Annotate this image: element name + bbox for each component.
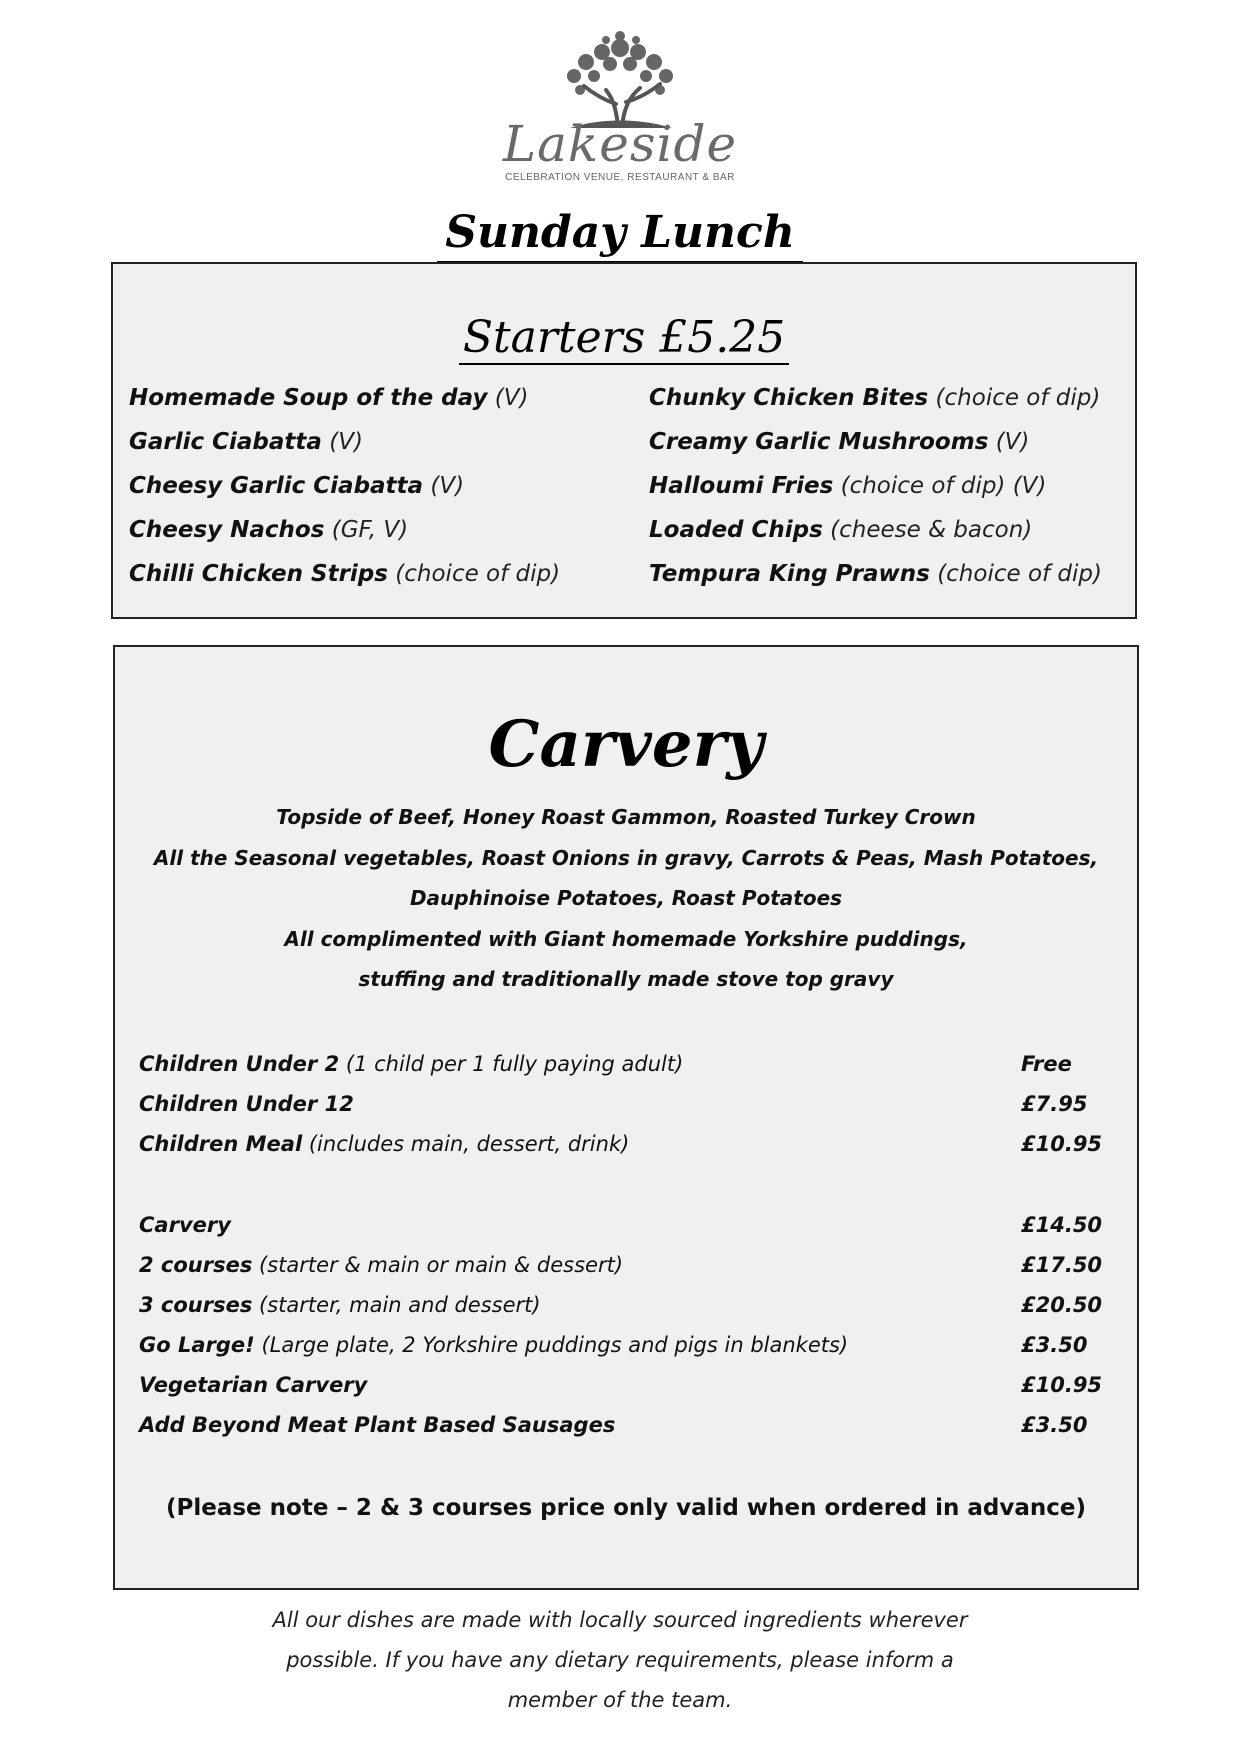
starter-note: (V) (430, 473, 465, 499)
price-row (139, 1285, 1119, 1325)
starter-item (129, 464, 649, 508)
starter-note: (choice of dip) (937, 561, 1102, 587)
price-item-note: (starter, main and dessert) (259, 1293, 541, 1317)
price-row (139, 1245, 1119, 1285)
price-row (139, 1365, 1119, 1405)
logo-name: Lakeside (502, 115, 738, 173)
price-value: £17.50 (1021, 1253, 1103, 1277)
price-item-name: Go Large! (139, 1333, 255, 1357)
starter-note: (GF, V) (331, 517, 409, 543)
starter-name: Homemade Soup of the day (129, 385, 488, 411)
header (0, 30, 1240, 263)
price-item-name: Vegetarian Carvery (139, 1373, 368, 1397)
starter-name: Halloumi Fries (649, 473, 834, 499)
carvery-section (113, 645, 1139, 1590)
price-item-name: Carvery (139, 1213, 231, 1237)
price-item-name: Add Beyond Meat Plant Based Sausages (139, 1413, 616, 1437)
price-list (139, 1044, 1119, 1445)
price-item-note: (1 child per 1 fully paying adult) (345, 1052, 684, 1076)
price-value: £3.50 (1021, 1333, 1088, 1357)
price-row (139, 1044, 1119, 1084)
price-value: £20.50 (1021, 1293, 1103, 1317)
price-value: £3.50 (1021, 1413, 1088, 1437)
page-title: Sunday Lunch (437, 208, 803, 263)
price-item-note: (Large plate, 2 Yorkshire puddings and pigs in blankets) (261, 1333, 849, 1357)
starter-name: Creamy Garlic Mushrooms (649, 429, 989, 455)
starter-item (649, 508, 1119, 552)
price-item-name: Children Under 12 (139, 1092, 354, 1116)
advance-order-note: (Please note – 2 & 3 courses price only valid when ordered in advance) (165, 1495, 1087, 1521)
logo (500, 30, 740, 190)
price-row (139, 1325, 1119, 1365)
footer-line: All our dishes are made with locally sourced ingredients wherever (272, 1608, 968, 1632)
price-item-note: (includes main, dessert, drink) (308, 1132, 630, 1156)
price-item-name: Children Meal (139, 1132, 303, 1156)
price-value: Free (1021, 1052, 1072, 1076)
starter-item (649, 552, 1119, 596)
footer-line: possible. If you have any dietary requirements, please inform a (286, 1648, 954, 1672)
footer-line: member of the team. (507, 1688, 733, 1712)
starter-name: Cheesy Garlic Ciabatta (129, 473, 424, 499)
starter-note: (V) (494, 385, 529, 411)
starter-note: (cheese & bacon) (830, 517, 1033, 543)
starter-item (129, 552, 649, 596)
price-item-name: 3 courses (139, 1293, 253, 1317)
starter-name: Cheesy Nachos (129, 517, 325, 543)
price-value: £10.95 (1021, 1373, 1103, 1397)
description-line: Dauphinoise Potatoes, Roast Potatoes (409, 886, 843, 910)
starter-name: Chunky Chicken Bites (649, 385, 929, 411)
starter-name: Loaded Chips (649, 517, 823, 543)
price-item-name: 2 courses (139, 1253, 253, 1277)
description-line: All complimented with Giant homemade Yorkshire puddings, (284, 926, 968, 951)
price-row (139, 1084, 1119, 1124)
starter-item (649, 376, 1119, 420)
description-line: stuffing and traditionally made stove top gravy (358, 967, 894, 991)
starter-item (649, 420, 1119, 464)
starter-note: (V) (995, 429, 1030, 455)
starter-item (129, 508, 649, 552)
starter-note: (choice of dip) (935, 385, 1101, 411)
starters-title (113, 312, 1135, 363)
starters-list (129, 376, 1119, 596)
starters-title-text: Starters £5.25 (459, 312, 789, 365)
starter-item (649, 464, 1119, 508)
price-item-note: (starter & main or main & dessert) (259, 1253, 624, 1277)
price-row (139, 1405, 1119, 1445)
description-line: All the Seasonal vegetables, Roast Onions in gravy, Carrots & Peas, Mash Potatoes, (153, 845, 1099, 870)
price-row (139, 1205, 1119, 1245)
price-item-name: Children Under 2 (139, 1052, 340, 1076)
logo-tagline: CELEBRATION VENUE, RESTAURANT & BAR (505, 172, 735, 183)
description-line: Topside of Beef, Honey Roast Gammon, Roasted Turkey Crown (276, 805, 976, 829)
price-row (139, 1124, 1119, 1164)
price-value: £7.95 (1021, 1092, 1088, 1116)
starters-section (111, 262, 1137, 619)
starter-note: (V) (329, 429, 363, 455)
footer-note (170, 1600, 1070, 1720)
starter-note: (choice of dip) (V) (840, 473, 1047, 499)
starter-note: (choice of dip) (395, 561, 561, 587)
price-value: £14.50 (1021, 1213, 1103, 1237)
starter-name: Tempura King Prawns (649, 561, 930, 587)
carvery-description (115, 797, 1137, 1000)
starter-item (129, 420, 649, 464)
carvery-title: Carvery (488, 707, 764, 782)
starter-item (129, 376, 649, 420)
price-value: £10.95 (1021, 1132, 1103, 1156)
starter-name: Chilli Chicken Strips (129, 561, 388, 587)
starter-name: Garlic Ciabatta (129, 429, 322, 455)
